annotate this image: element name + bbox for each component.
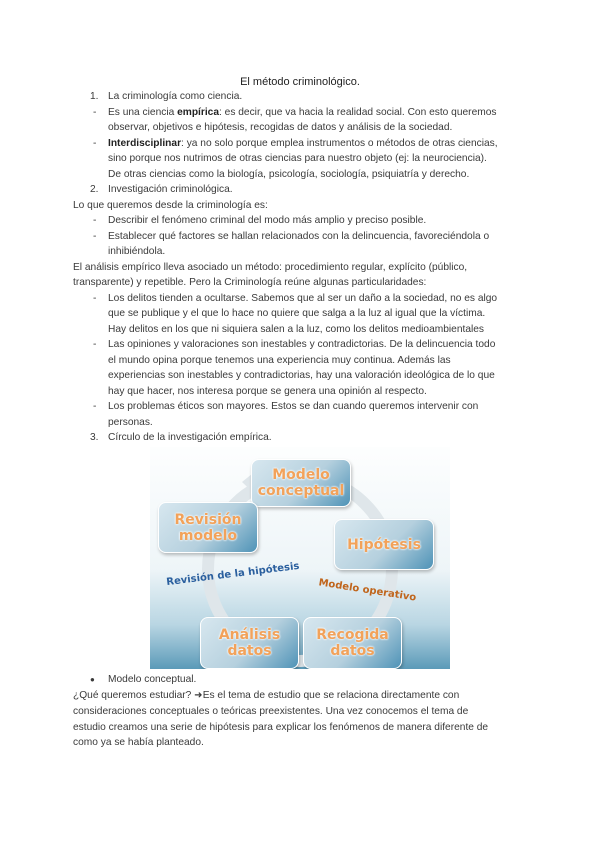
text-span: : ya no solo porque emplea instrumentos o métodos de otras ciencias, bbox=[181, 138, 498, 149]
text-line: La criminología como ciencia. bbox=[108, 91, 243, 102]
dash-marker: - bbox=[93, 107, 97, 118]
text-line: De otras ciencias como la biología, psicología, sociología, psiquiatría y derecho. bbox=[108, 169, 470, 180]
text-span: : es decir, que va hacia la realidad social. Con esto queremos bbox=[219, 107, 497, 118]
box-recogida-datos: Recogida datos bbox=[303, 617, 402, 669]
text-line: observar, objetivos e hipótesis, recogidas de datos y análisis de la sociedad. bbox=[108, 122, 453, 133]
label-modelo-operativo: Modelo operativo bbox=[317, 577, 417, 604]
list-number: 2. bbox=[90, 184, 99, 195]
box-analisis-datos: Análisis datos bbox=[200, 617, 299, 669]
box-hipotesis: Hipótesis bbox=[334, 519, 434, 570]
dash-marker: - bbox=[93, 231, 97, 242]
text-line: que se publique y el que lo hace no quiere que salga a la luz al igual que la víctima. bbox=[108, 308, 486, 319]
text-line: Establecer qué factores se hallan relacionados con la delincuencia, favoreciéndola o bbox=[108, 231, 490, 242]
label-revision-hipotesis: Revisión de la hipótesis bbox=[165, 560, 300, 589]
text-line: como ya se había planteado. bbox=[73, 737, 204, 748]
text-line: el mundo opina porque tenemos una experiencia muy continua. Además las bbox=[108, 355, 451, 366]
text-line: experiencias son inestables y contradictorias, hay una valoración ideológica de lo que bbox=[108, 370, 495, 381]
text-line: hay que hacer, nos interesa porque se genera una opinión al respecto. bbox=[108, 386, 427, 397]
text-line: transparente) y repetible. Pero la Criminología reúne algunas particularidades: bbox=[73, 277, 427, 288]
text-span: Es una ciencia bbox=[108, 107, 178, 118]
text-line: personas. bbox=[108, 417, 153, 428]
text-line: Los delitos tienden a ocultarse. Sabemos que al ser un daño a la sociedad, no es algo bbox=[108, 293, 498, 304]
bold-term: empírica bbox=[177, 107, 219, 118]
text-line bbox=[108, 106, 496, 120]
text-line: Investigación criminológica. bbox=[108, 184, 233, 195]
text-line: sino porque nos nutrimos de otras ciencias para nuestro objeto (ej: la neurociencia). bbox=[108, 153, 487, 164]
list-number: 1. bbox=[90, 91, 99, 102]
document-title: El método criminológico. bbox=[240, 76, 360, 88]
text-line: inhibiéndola. bbox=[108, 246, 166, 257]
text-line: estudio creamos una serie de hipótesis para explicar los fenómenos de manera diferente de bbox=[73, 722, 489, 733]
bullet-marker: ● bbox=[90, 675, 95, 684]
text-line: Lo que queremos desde la criminología es: bbox=[73, 200, 268, 211]
text-line: Describir el fenómeno criminal del modo más amplio y preciso posible. bbox=[108, 215, 427, 226]
dash-marker: - bbox=[93, 215, 97, 226]
list-number: 3. bbox=[90, 432, 99, 443]
dash-marker: - bbox=[93, 401, 97, 412]
dash-marker: - bbox=[93, 339, 97, 350]
text-line: Círculo de la investigación empírica. bbox=[108, 432, 272, 443]
dash-marker: - bbox=[93, 293, 97, 304]
text-line: ¿Qué queremos estudiar? ➜Es el tema de estudio que se relaciona directamente con bbox=[73, 690, 460, 701]
bold-term: Interdisciplinar bbox=[108, 138, 182, 149]
text-line: Modelo conceptual. bbox=[108, 674, 197, 685]
text-line bbox=[108, 137, 498, 151]
text-line: Hay delitos en los que ni siquiera salen a la luz, como los delitos medioambientales bbox=[108, 324, 485, 335]
box-revision-modelo: Revisión modelo bbox=[158, 502, 258, 553]
text-line: Los problemas éticos son mayores. Estos se dan cuando queremos intervenir con bbox=[108, 401, 479, 412]
research-cycle-diagram bbox=[150, 447, 450, 669]
dash-marker: - bbox=[93, 138, 97, 149]
text-line: El análisis empírico lleva asociado un método: procedimiento regular, explícito (público, bbox=[73, 262, 468, 273]
box-modelo-conceptual: Modelo conceptual bbox=[251, 459, 351, 507]
text-line: Las opiniones y valoraciones son inestables y contradictorias. De la delincuencia todo bbox=[108, 339, 496, 350]
text-line: consideraciones conceptuales o teóricas preexistentes. Una vez conocemos el tema de bbox=[73, 706, 469, 717]
